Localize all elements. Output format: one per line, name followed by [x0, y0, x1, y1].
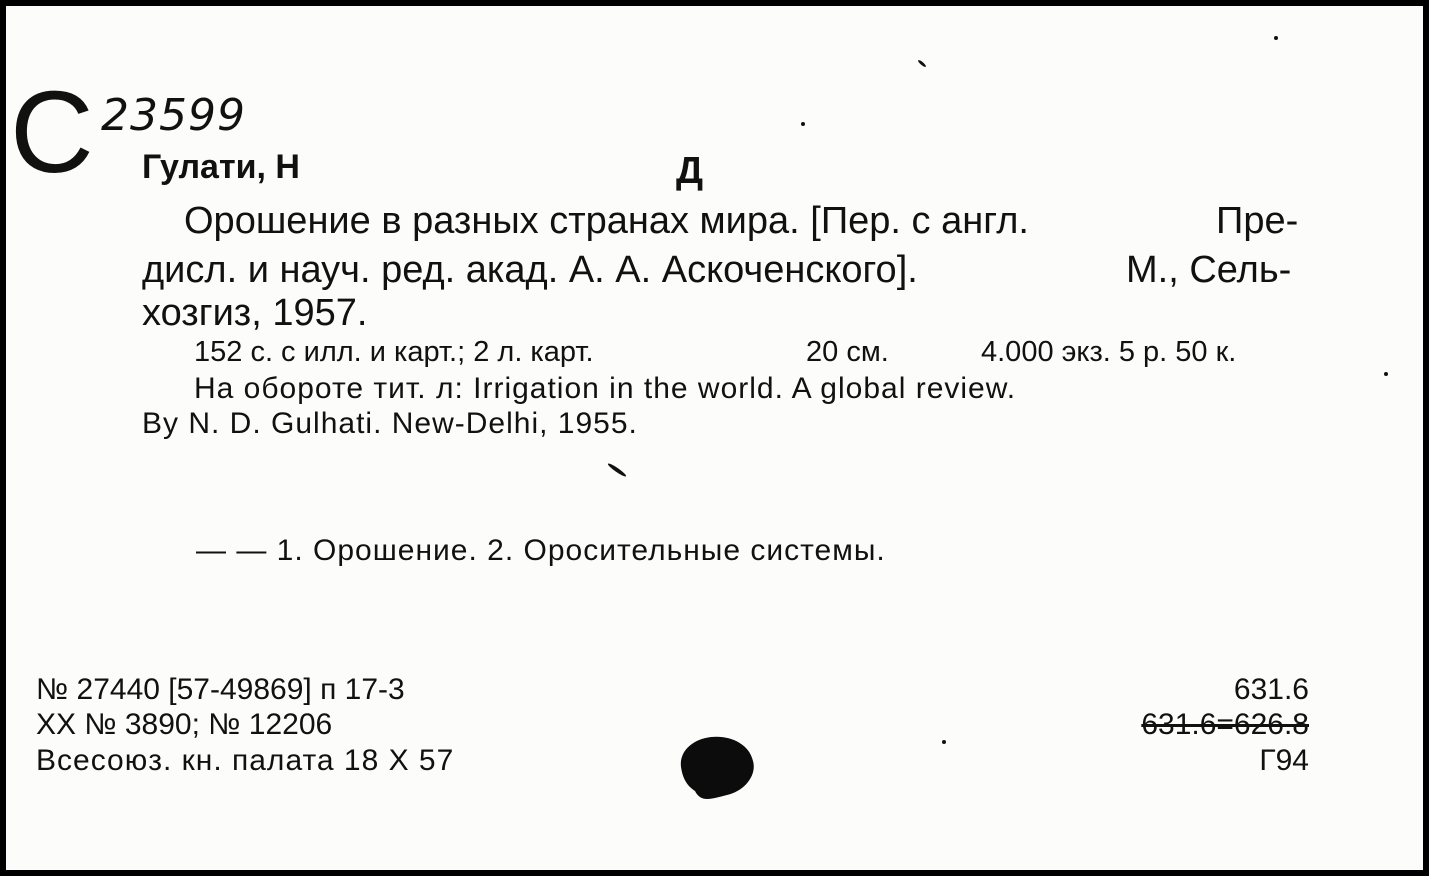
original-title-note-1: На обороте тит. л: Irrigation in the world. A global review. [194, 372, 1017, 405]
ink-speck [942, 740, 946, 744]
ink-speck [801, 122, 805, 126]
original-title-note-2: By N. D. Gulhati. New-Delhi, 1955. [142, 407, 638, 440]
author-heading: Гулати, Н [142, 148, 300, 186]
ink-blot-icon [671, 731, 757, 801]
print-run-price: 4.000 экз. 5 р. 50 к. [981, 336, 1237, 368]
author-mark: Д [676, 150, 704, 192]
title-line-3: хозгиз, 1957. [142, 292, 368, 334]
author-sign-code: Г94 [1259, 744, 1309, 777]
ink-speck [1384, 372, 1388, 376]
chamber-stamp-line: Всесоюз. кн. палата 18 X 57 [36, 744, 455, 777]
dimensions: 20 см. [806, 336, 889, 368]
ink-speck [917, 59, 927, 68]
title-line-1: Орошение в разных странах мира. [Пер. с англ. [184, 200, 1029, 242]
ink-speck [607, 462, 627, 478]
title-line-2-end: М., Сель- [1126, 249, 1292, 291]
classification-code: 631.6 [1233, 673, 1309, 706]
handwritten-call-number: 23599 [101, 90, 246, 141]
subject-headings: — — 1. Орошение. 2. Оросительные системы. [196, 534, 886, 567]
registry-references: XX № 3890; № 12206 [36, 708, 333, 741]
call-letter: С [10, 67, 92, 197]
title-line-1-end: Пре- [1216, 200, 1299, 242]
title-line-2: дисл. и науч. ред. акад. А. А. Аскоченского]. [142, 249, 918, 291]
catalog-card [6, 6, 1423, 870]
registry-number: № 27440 [57-49869] п 17-3 [36, 673, 405, 706]
classification-code-struck: 631.6=626.8 [1141, 708, 1309, 741]
ink-speck [1274, 36, 1278, 40]
physical-description: 152 с. с илл. и карт.; 2 л. карт. [194, 336, 594, 368]
